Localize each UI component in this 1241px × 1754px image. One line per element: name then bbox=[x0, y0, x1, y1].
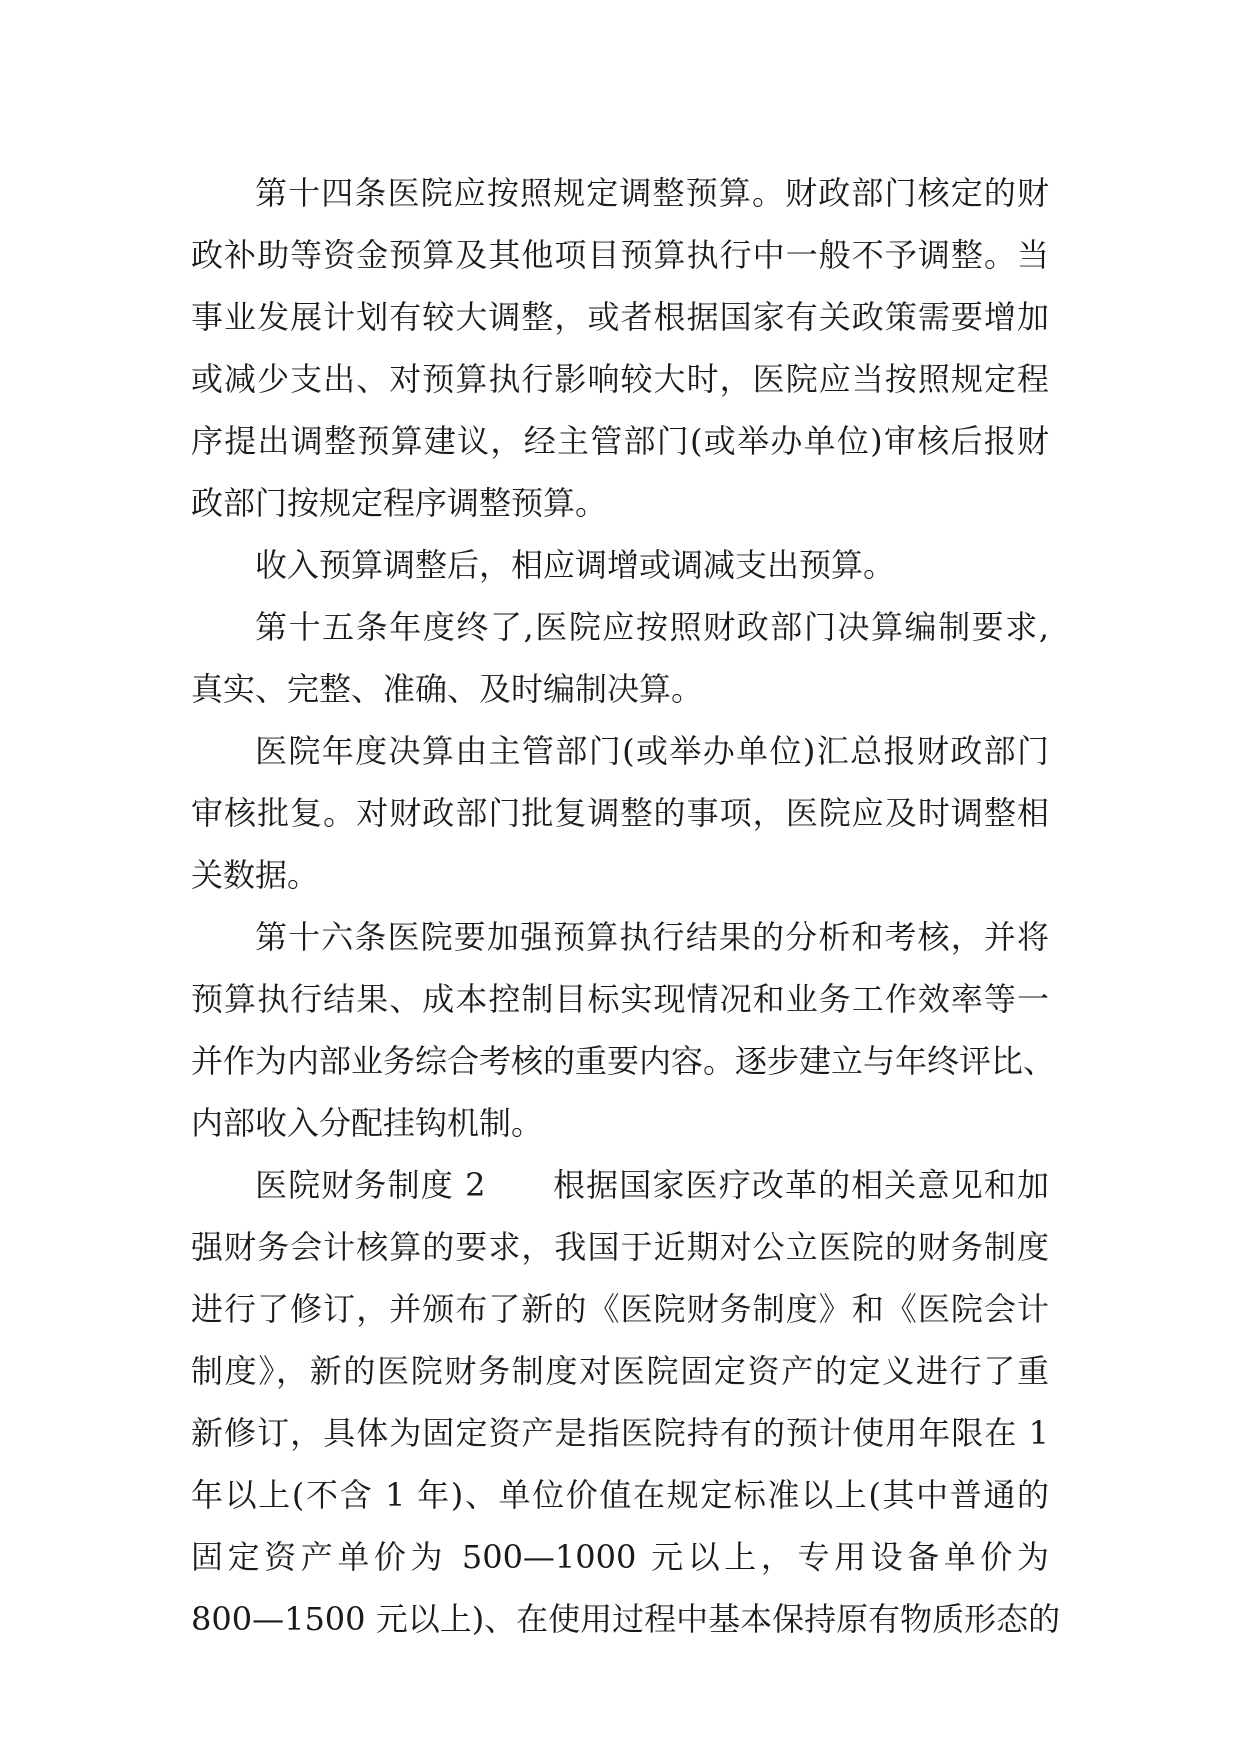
text-line: 政部门按规定程序调整预算。 bbox=[191, 484, 608, 522]
text-line: 第十五条年度终了,医院应按照财政部门决算编制要求, bbox=[255, 608, 1049, 646]
paragraph-article-15 bbox=[191, 596, 1049, 720]
text-line: 序提出调整预算建议，经主管部门(或举办单位)审核后报财 bbox=[191, 422, 1049, 460]
text-line: 收入预算调整后，相应调增或调减支出预算。 bbox=[255, 546, 896, 584]
text-line: 预算执行结果、成本控制目标实现情况和业务工作效率等一 bbox=[191, 980, 1049, 1018]
text-line: 医院年度决算由主管部门(或举办单位)汇总报财政部门 bbox=[255, 732, 1049, 770]
paragraph-annual-settlement bbox=[191, 720, 1049, 906]
text-line: 政补助等资金预算及其他项目预算执行中一般不予调整。当 bbox=[191, 236, 1049, 274]
text-line: 进行了修订，并颁布了新的《医院财务制度》和《医院会计 bbox=[191, 1290, 1049, 1328]
text-line: 或减少支出、对预算执行影响较大时，医院应当按照规定程 bbox=[191, 360, 1049, 398]
text-line: 第十六条医院要加强预算执行结果的分析和考核，并将 bbox=[255, 918, 1049, 956]
text-line: 并作为内部业务综合考核的重要内容。逐步建立与年终评比、 bbox=[191, 1042, 1056, 1080]
paragraph-article-16 bbox=[191, 906, 1056, 1154]
paragraph-income-budget bbox=[191, 534, 1049, 596]
text-line: 800—1500 元以上)、在使用过程中基本保持原有物质形态的 bbox=[191, 1600, 1061, 1638]
document-body bbox=[191, 162, 1061, 1650]
paragraph-hospital-finance-system-2 bbox=[191, 1154, 1061, 1650]
text-line: 第十四条医院应按照规定调整预算。财政部门核定的财 bbox=[255, 174, 1049, 212]
paragraph-article-14 bbox=[191, 162, 1049, 534]
text-line: 制度》，新的医院财务制度对医院固定资产的定义进行了重 bbox=[191, 1352, 1049, 1390]
text-line: 医院财务制度 2 根据国家医疗改革的相关意见和加 bbox=[255, 1166, 1049, 1204]
text-line: 审核批复。对财政部门批复调整的事项，医院应及时调整相 bbox=[191, 794, 1049, 832]
text-line: 新修订，具体为固定资产是指医院持有的预计使用年限在 1 bbox=[191, 1414, 1049, 1452]
text-line: 真实、完整、准确、及时编制决算。 bbox=[191, 670, 704, 708]
text-line: 强财务会计核算的要求，我国于近期对公立医院的财务制度 bbox=[191, 1228, 1049, 1266]
text-line: 年以上(不含 1 年)、单位价值在规定标准以上(其中普通的 bbox=[191, 1476, 1049, 1514]
text-line: 事业发展计划有较大调整，或者根据国家有关政策需要增加 bbox=[191, 298, 1049, 336]
text-line: 关数据。 bbox=[191, 856, 320, 894]
text-line: 固定资产单价为 500—1000 元以上，专用设备单价为 bbox=[191, 1538, 1049, 1576]
text-line: 内部收入分配挂钩机制。 bbox=[191, 1104, 544, 1142]
